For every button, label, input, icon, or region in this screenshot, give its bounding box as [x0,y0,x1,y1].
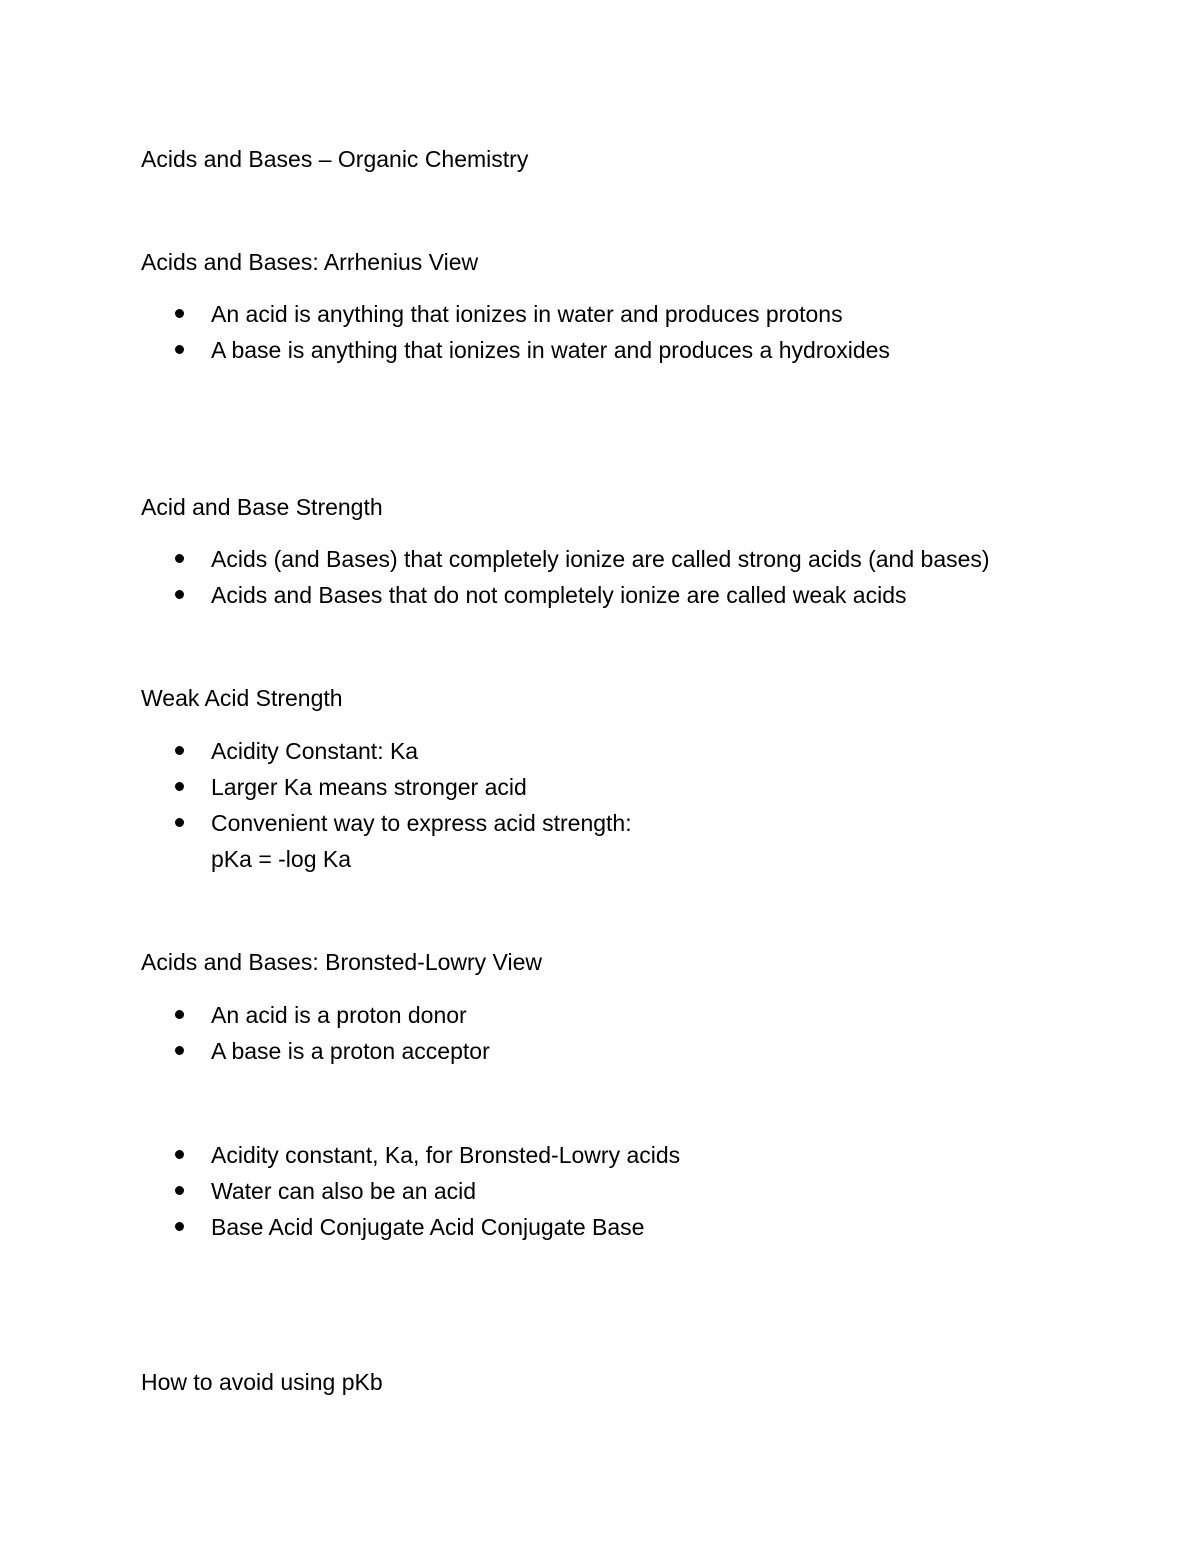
section-heading-weak-acid-strength: Weak Acid Strength [141,685,343,711]
weak-acid-list [141,733,632,877]
list-item-text: Acidity Constant: Ka [211,738,419,764]
list-item [141,1137,680,1173]
list-item-text: Base Acid Conjugate Acid Conjugate Base [211,1214,645,1240]
list-item [141,733,632,769]
bullet-icon [175,1186,184,1195]
list-item [141,541,990,577]
list-item [141,577,990,613]
bullet-icon [175,1046,184,1055]
section-heading-acid-base-strength: Acid and Base Strength [141,494,383,520]
list-item-text: An acid is a proton donor [211,1002,467,1028]
arrhenius-list [141,296,890,368]
bullet-icon [175,782,184,791]
bullet-icon [175,1222,184,1231]
bullet-icon [175,309,184,318]
list-item-text: An acid is anything that ionizes in water and produces protons [211,301,843,327]
list-item [141,805,632,877]
list-item-text: Acids (and Bases) that completely ionize are called strong acids (and bases) [211,546,990,572]
list-item [141,769,632,805]
bullet-icon [175,818,184,827]
list-item-text: Water can also be an acid [211,1178,477,1204]
list-item-text: Convenient way to express acid strength: [211,810,632,836]
list-item-text: A base is anything that ionizes in water and produces a hydroxides [211,337,890,363]
list-item-text: A base is a proton acceptor [211,1038,490,1064]
list-item [141,1173,680,1209]
list-item-text: Acids and Bases that do not completely ionize are called weak acids [211,582,907,608]
list-item [141,332,890,368]
section-heading-arrhenius: Acids and Bases: Arrhenius View [141,249,479,275]
list-item-text: Acidity constant, Ka, for Bronsted-Lowry acids [211,1142,681,1168]
bullet-icon [175,590,184,599]
list-item [141,1033,490,1069]
pka-formula: pKa = -log Ka [211,846,352,872]
bullet-icon [175,746,184,755]
bullet-icon [175,1150,184,1159]
bullet-icon [175,1010,184,1019]
bronsted-lowry-list [141,997,490,1069]
list-item [141,296,890,332]
list-item [141,1209,680,1245]
list-item-text: Larger Ka means stronger acid [211,774,527,800]
bullet-icon [175,345,184,354]
list-item [141,997,490,1033]
section-heading-bronsted-lowry: Acids and Bases: Bronsted-Lowry View [141,949,542,975]
section-heading-avoid-pkb: How to avoid using pKb [141,1369,383,1395]
document-title: Acids and Bases – Organic Chemistry [141,146,529,172]
bullet-icon [175,554,184,563]
strength-list [141,541,990,613]
acidity-constant-list [141,1137,680,1245]
